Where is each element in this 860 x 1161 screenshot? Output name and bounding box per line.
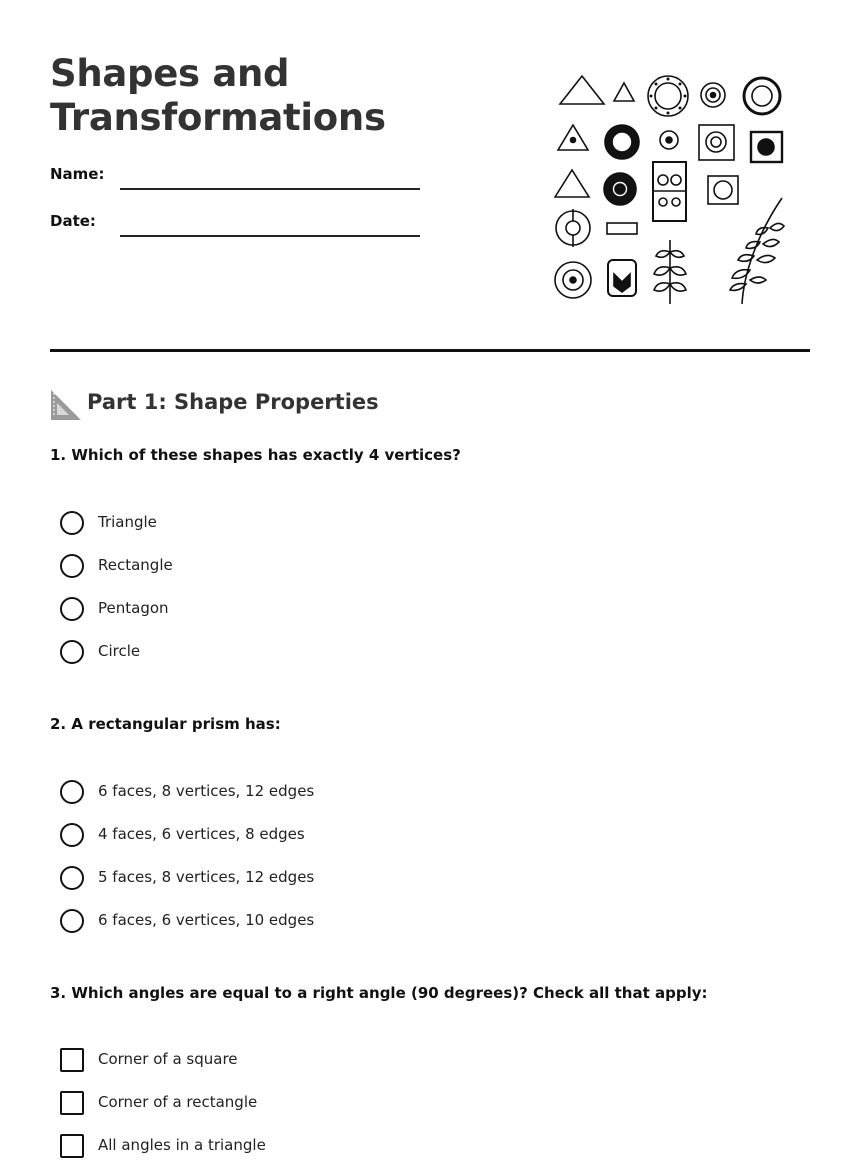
name-input-line[interactable] [120,188,420,190]
name-label: Name: [50,165,105,183]
worksheet-title: Shapes and Transformations [50,52,386,139]
option-label: Triangle [98,513,157,531]
q2-option[interactable] [60,866,560,892]
q2-option[interactable] [60,823,560,849]
option-label: Circle [98,642,141,660]
shapes-pattern-illustration [550,70,790,310]
q3-option[interactable] [60,1091,560,1117]
radio-button[interactable] [60,554,84,578]
option-label: Pentagon [98,599,169,617]
checkbox[interactable] [60,1048,84,1072]
radio-button[interactable] [60,866,84,890]
date-field[interactable] [50,212,430,242]
q1-option[interactable] [60,554,560,580]
radio-button[interactable] [60,823,84,847]
set-square-icon [50,389,82,421]
q3-option[interactable] [60,1134,560,1160]
checkbox[interactable] [60,1134,84,1158]
q1-option[interactable] [60,511,560,537]
date-input-line[interactable] [120,235,420,237]
q2-option[interactable] [60,780,560,806]
question-3-prompt: 3. Which angles are equal to a right angle (90 degrees)? Check all that apply: [50,984,708,1002]
name-field[interactable] [50,165,430,195]
radio-button[interactable] [60,780,84,804]
q1-option[interactable] [60,640,560,666]
radio-button[interactable] [60,909,84,933]
section-title: Part 1: Shape Properties [87,390,379,414]
q3-option[interactable] [60,1048,560,1074]
question-1-prompt: 1. Which of these shapes has exactly 4 vertices? [50,446,461,464]
radio-button[interactable] [60,511,84,535]
header-divider [50,349,810,352]
date-label: Date: [50,212,96,230]
option-label: Corner of a rectangle [98,1093,258,1111]
option-label: Corner of a square [98,1050,238,1068]
option-label: 4 faces, 6 vertices, 8 edges [98,825,305,843]
option-label: Rectangle [98,556,173,574]
radio-button[interactable] [60,640,84,664]
q2-option[interactable] [60,909,560,935]
checkbox[interactable] [60,1091,84,1115]
question-2-prompt: 2. A rectangular prism has: [50,715,281,733]
radio-button[interactable] [60,597,84,621]
option-label: 6 faces, 6 vertices, 10 edges [98,911,315,929]
option-label: 6 faces, 8 vertices, 12 edges [98,782,315,800]
q1-option[interactable] [60,597,560,623]
option-label: 5 faces, 8 vertices, 12 edges [98,868,315,886]
option-label: All angles in a triangle [98,1136,266,1154]
